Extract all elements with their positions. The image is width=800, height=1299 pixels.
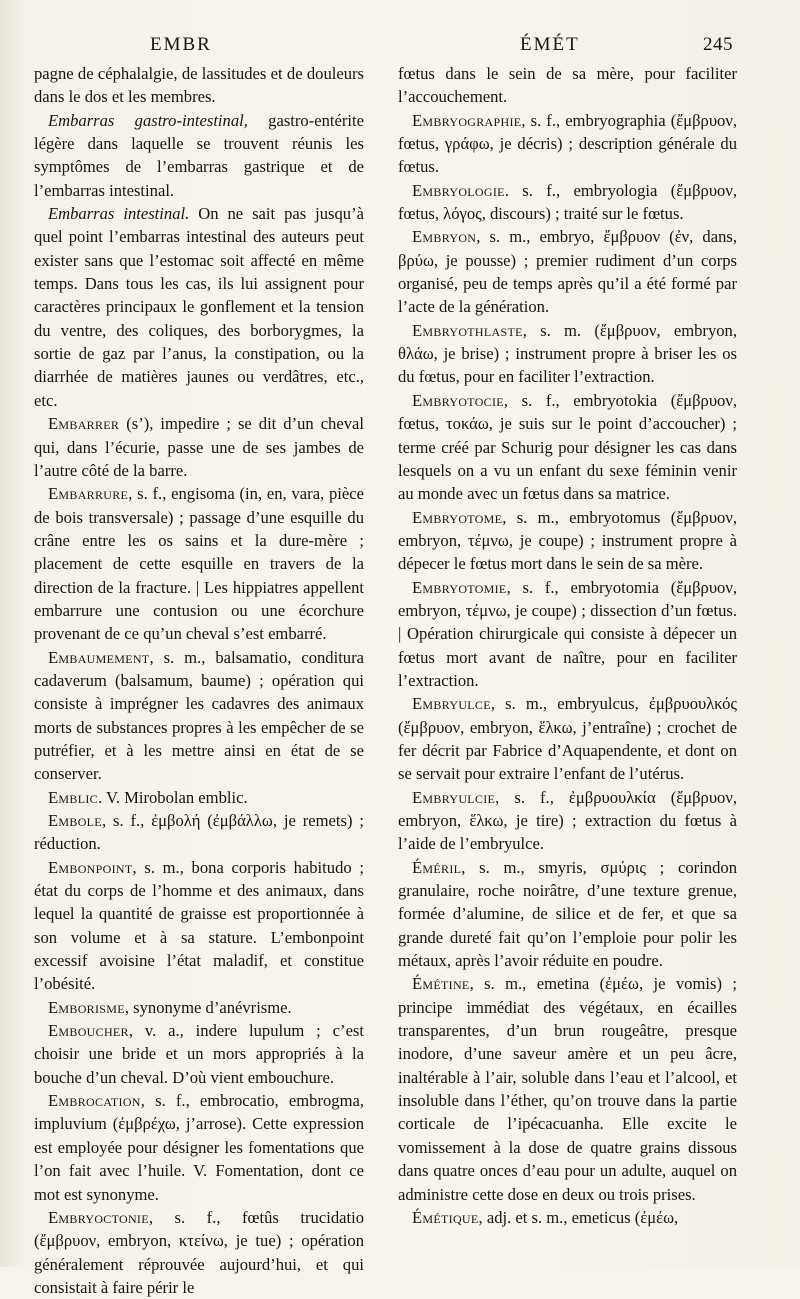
dictionary-entry xyxy=(398,179,737,226)
running-head-center: ÉMÉT xyxy=(520,34,580,55)
entry-headword: Émétine xyxy=(412,974,470,994)
entry-headword: Embarrer xyxy=(48,414,120,434)
dictionary-entry xyxy=(398,692,737,785)
entry-headword: Embryologie xyxy=(412,180,505,200)
entry-headword: Emboucher xyxy=(48,1021,129,1041)
dictionary-entry xyxy=(34,996,364,1019)
entry-definition: , s. f., embrocatio, embrogma, impluvium (ἐμβρέχω, j’arrose). Cette expression est employée pour désigner les fomentations que l’on fait avec l’huile. V. Fomentation, dont ce mot est synonyme. xyxy=(34,1091,364,1204)
dictionary-entry xyxy=(34,646,364,786)
dictionary-entry xyxy=(398,506,737,576)
entry-definition: , s. m. (ἔμβρυον, embryon, θλάω, je brise) ; instrument propre à briser les os du fœtus, pour en faciliter l’extraction. xyxy=(398,320,737,387)
dictionary-entry xyxy=(398,972,737,1205)
dictionary-entry xyxy=(398,856,737,973)
entry-headword: Embarras gastro-intestinal, xyxy=(48,110,248,130)
entry-headword: Embryoctonie xyxy=(48,1207,149,1227)
entry-definition: pagne de céphalalgie, de lassitudes et de douleurs dans le dos et les membres. xyxy=(34,64,364,107)
entry-headword: Embryulce xyxy=(412,694,491,714)
entry-headword: Embryotome xyxy=(412,507,503,527)
entry-headword: Embaumement xyxy=(48,647,150,667)
dictionary-entry xyxy=(398,389,737,506)
continued-text xyxy=(34,62,364,109)
entry-headword: Embryotocie xyxy=(412,390,504,410)
continued-text xyxy=(398,62,737,109)
dictionary-entry xyxy=(398,786,737,856)
entry-definition: , s. f., engisoma (in, en, vara, pièce de bois transversale) ; passage d’une esquille du crâne entre les os sains et la dure-mère ; placement de cette esquille en travers de la direction de la fracture. | Les hippiatres appellent embarrure une contusion ou une écorchure provenant de ce qu’un cheval s’est embarré. xyxy=(34,484,364,644)
dictionary-entry xyxy=(398,1206,737,1229)
entry-definition: , s. f., fœtûs trucidatio (ἔμβρυον, embryon, κτείνω, je tue) ; opération généralement réprouvée aujourd’hui, et qui consistait à faire périr le xyxy=(34,1207,364,1297)
entry-headword: Embonpoint xyxy=(48,857,133,877)
entry-definition: , s. f., embryotokia (ἔμβρυον, fœtus, τοκάω, je suis sur le point d’accoucher) ; terme créé par Schurig pour désigner les cas dans lesquels on a vu un enfant du sexe féminin venir au monde avec un fœtus dans sa matrice. xyxy=(398,390,737,504)
dictionary-entry xyxy=(34,482,364,645)
entry-headword: Embrocation xyxy=(48,1091,141,1111)
entry-definition: , v. a., indere lupulum ; c’est choisir une bride et un mors appropriés à la bouche d’un cheval. D’où vient embouchure. xyxy=(34,1021,364,1087)
dictionary-entry xyxy=(398,319,737,389)
entry-headword: Éméril xyxy=(412,857,462,877)
entry-headword: Embryotomie xyxy=(412,577,507,597)
entry-definition: . V. Mirobolan emblic. xyxy=(97,787,248,807)
dictionary-entry xyxy=(34,109,364,202)
entry-definition: , s. m., embryulcus, ἐμβρυουλκός (ἔμβρυον, embryon, ἕλκω, j’entraîne) ; crochet de fer décrit par Fabrice d’Aquapendente, et dont on se servait pour extraire l’enfant de l’utérus. xyxy=(398,694,737,784)
entry-definition: , s. m., bona corporis habitudo ; état du corps de l’homme et des animaux, dans lequel la quantité de graisse est proportionnée à son volume et à sa stature. L’embonpoint excessif avoisine l’état maladif, et constitue l’obésité. xyxy=(34,857,364,994)
dictionary-entry xyxy=(398,576,737,693)
dictionary-entry xyxy=(34,809,364,856)
dictionary-entry xyxy=(34,412,364,482)
entry-definition: , s. f., ἐμβολή (ἐμβάλλω, je remets) ; réduction. xyxy=(34,811,364,854)
right-column xyxy=(398,62,737,1262)
dictionary-entry xyxy=(34,1089,364,1206)
dictionary-entry xyxy=(398,109,737,179)
dictionary-entry xyxy=(34,856,364,996)
entry-headword: Embole xyxy=(48,811,102,830)
entry-definition: , s. m., emetina (ἐμέω, je vomis) ; principe immédiat des végétaux, en écailles transparentes, d’un brun rougeâtre, presque inodore, d’une saveur amère et un peu âcre, inaltérable à l’air, soluble dans l’eau et l’alcool, et insoluble dans l’éther, qu’on trouve dans la partie corticale de l’ipécacuanha. Elle excite le vomissement à la dose de quatre grains dissous dans quatre onces d’eau pour un adulte, auquel on administre cette dose en deux ou trois prises. xyxy=(398,974,737,1204)
entry-definition: , s. f., embryographia (ἔμβρυον, fœtus, γράφω, je décris) ; description générale du fœtus. xyxy=(398,110,737,177)
entry-definition: , adj. et s. m., emeticus (ἐμέω, xyxy=(478,1207,679,1227)
dictionary-entry xyxy=(398,225,737,318)
dictionary-entry xyxy=(34,1206,364,1299)
entry-headword: Emborisme xyxy=(48,997,125,1017)
entry-definition: , s. m., smyris, σμύρις ; corindon granulaire, roche noirâtre, d’une texture grenue, formée d’alumine, de silice et de fer, et que sa grande dureté fait qu’on l’emploie pour polir les métaux, après l’avoir réduite en poudre. xyxy=(398,857,737,971)
entry-headword: Embryothlaste xyxy=(412,320,523,340)
entry-definition: gastro-entérite légère dans laquelle se trouvent réunis les symptômes de l’embarras gastrique et de l’embarras intestinal. xyxy=(34,110,364,200)
page-number: 245 xyxy=(703,34,733,55)
entry-definition: fœtus dans le sein de sa mère, pour faciliter l’accouchement. xyxy=(398,64,737,107)
left-column xyxy=(34,62,364,1297)
entry-definition: . s. f., embryologia (ἔμβρυον, fœtus, λόγος, discours) ; traité sur le fœtus. xyxy=(398,180,737,224)
entry-definition: , s. m., balsamatio, conditura cadaverum (balsamum, baume) ; opération qui consiste à imprégner les cadavres des animaux morts de substances propres à les empêcher de se putréfier, et à les mettre ainsi en état de se conserver. xyxy=(34,647,364,784)
entry-headword: Émétique xyxy=(412,1207,479,1227)
entry-definition: (s’), impedire ; se dit d’un cheval qui, dans l’écurie, passe une de ses jambes de l’autre côté de la barre. xyxy=(34,414,364,480)
dictionary-entry xyxy=(34,786,364,809)
entry-definition: , s. m., embryotomus (ἔμβρυον, embryon, τέμνω, je coupe) ; instrument propre à dépecer le fœtus mort dans le sein de sa mère. xyxy=(398,507,737,574)
entry-definition: On ne sait pas jusqu’à quel point l’embarras intestinal des auteurs peut exister sans que l’estomac soit affecté en même temps. Dans tous les cas, ils lui assignent pour caractères principaux le gonflement et la tension du ventre, des coliques, des borborygmes, la sortie de gaz par l’anus, la constipation, ou la diarrhée de matières jaunes ou verdâtres, etc., etc. xyxy=(34,204,364,410)
entry-definition: , s. m., embryo, ἔμβρυον (ἐν, dans, βρύω, je pousse) ; premier rudiment d’un corps organisé, peu de temps après qu’il a été formé par l’acte de la génération. xyxy=(398,227,737,317)
entry-headword: Embarrure xyxy=(48,484,129,504)
entry-definition: , synonyme d’anévrisme. xyxy=(124,997,292,1017)
entry-headword: Embarras intestinal. xyxy=(48,204,190,224)
entry-definition: , s. f., embryotomia (ἔμβρυον, embryon, τέμνω, je coupe) ; dissection d’un fœtus. | Opération chirurgicale qui consiste à dépecer un fœtus mort avant de naître, pour en faciliter l’extraction. xyxy=(398,577,737,690)
entry-headword: Emblic xyxy=(48,787,98,807)
running-head-left: EMBR xyxy=(150,34,212,55)
entry-headword: Embryographie xyxy=(412,110,522,130)
entry-headword: Embryulcie xyxy=(412,787,496,807)
dictionary-entry xyxy=(34,1019,364,1089)
entry-headword: Embryon xyxy=(412,227,477,247)
dictionary-entry xyxy=(34,202,364,412)
entry-definition: , s. f., ἐμβρυουλκία (ἔμβρυον, embryon, ἕλκω, je tire) ; extraction du fœtus à l’aide de l’embryulce. xyxy=(398,787,737,854)
running-head xyxy=(0,34,800,60)
